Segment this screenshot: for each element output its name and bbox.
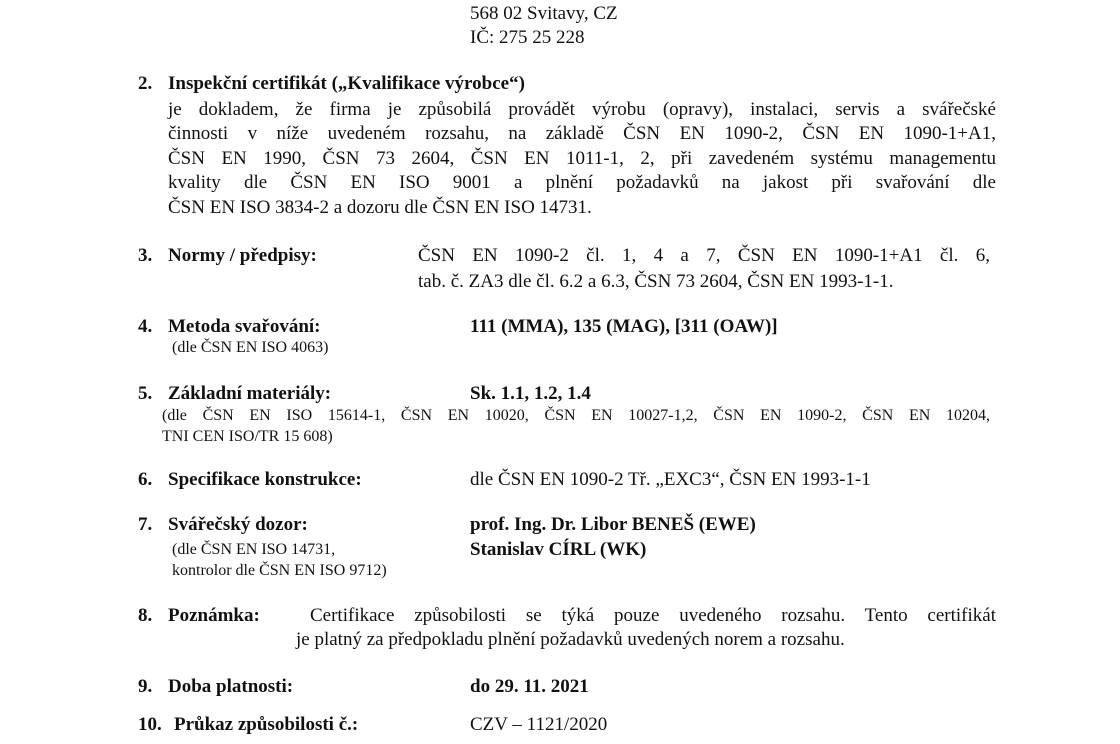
section-line: ČSN EN ISO 3834-2 a dozoru dle ČSN EN ISO 14731. xyxy=(168,197,592,218)
section-number: 2. xyxy=(138,73,153,94)
section-subline: TNI CEN ISO/TR 15 608) xyxy=(162,428,333,445)
section-line: kvality dle ČSN EN ISO 9001 a plnění požadavků na jakost při svařování dle xyxy=(168,172,996,193)
section-line: Certifikace způsobilosti se týká pouze uvedeného rozsahu. Tento certifikát xyxy=(310,605,996,626)
ico-line: IČ: 275 25 228 xyxy=(470,27,585,48)
section-line: je dokladem, že firma je způsobilá provádět výrobu (opravy), instalaci, servis a svářečské xyxy=(168,99,996,120)
section-label: Průkaz způsobilosti č.: xyxy=(174,714,359,735)
section-label: Doba platnosti: xyxy=(168,676,294,697)
section-subline: (dle ČSN EN ISO 14731, xyxy=(172,541,336,558)
section-line: je platný za předpokladu plnění požadavků uvedených norem a rozsahu. xyxy=(296,629,845,650)
section-label: Metoda svařování: xyxy=(168,316,321,337)
section-label: Poznámka: xyxy=(168,605,260,626)
address-line: 568 02 Svitavy, CZ xyxy=(470,3,618,24)
section-number: 7. xyxy=(138,514,153,535)
section-value: do 29. 11. 2021 xyxy=(470,676,589,697)
section-number: 6. xyxy=(138,469,153,490)
section-value: 111 (MMA), 135 (MAG), [311 (OAW)] xyxy=(470,316,778,337)
supervisor-name: Stanislav CÍRL (WK) xyxy=(470,539,647,560)
section-number: 3. xyxy=(138,245,153,266)
section-label: Svářečský dozor: xyxy=(168,514,308,535)
section-line: tab. č. ZA3 dle čl. 6.2 a 6.3, ČSN 73 2604, ČSN EN 1993-1-1. xyxy=(418,271,894,292)
section-value: Sk. 1.1, 1.2, 1.4 xyxy=(470,383,591,404)
section-label: Specifikace konstrukce: xyxy=(168,469,362,490)
section-number: 10. xyxy=(138,714,162,735)
section-number: 8. xyxy=(138,605,153,626)
section-value: dle ČSN EN 1090-2 Tř. „EXC3“, ČSN EN 1993-1-1 xyxy=(470,469,871,490)
section-label: Normy / předpisy: xyxy=(168,245,317,266)
section-value: CZV – 1121/2020 xyxy=(470,714,608,735)
section-subline: (dle ČSN EN ISO 15614-1, ČSN EN 10020, ČSN EN 10027-1,2, ČSN EN 1090-2, ČSN EN 10204, xyxy=(162,407,990,424)
section-number: 9. xyxy=(138,676,153,697)
section-label: Základní materiály: xyxy=(168,383,332,404)
section-line: ČSN EN 1090-2 čl. 1, 4 a 7, ČSN EN 1090-1+A1 čl. 6, xyxy=(418,245,990,266)
section-line: činnosti v níže uvedeném rozsahu, na základě ČSN EN 1090-2, ČSN EN 1090-1+A1, xyxy=(168,123,996,144)
section-sublabel: (dle ČSN EN ISO 4063) xyxy=(172,339,329,356)
section-number: 4. xyxy=(138,316,153,337)
section-title: Inspekční certifikát („Kvalifikace výrobce“) xyxy=(168,73,525,94)
section-line: ČSN EN 1990, ČSN 73 2604, ČSN EN 1011-1, 2, při zavedeném systému managementu xyxy=(168,148,996,169)
section-number: 5. xyxy=(138,383,153,404)
supervisor-name: prof. Ing. Dr. Libor BENEŠ (EWE) xyxy=(470,514,756,535)
section-subline: kontrolor dle ČSN EN ISO 9712) xyxy=(172,562,387,579)
